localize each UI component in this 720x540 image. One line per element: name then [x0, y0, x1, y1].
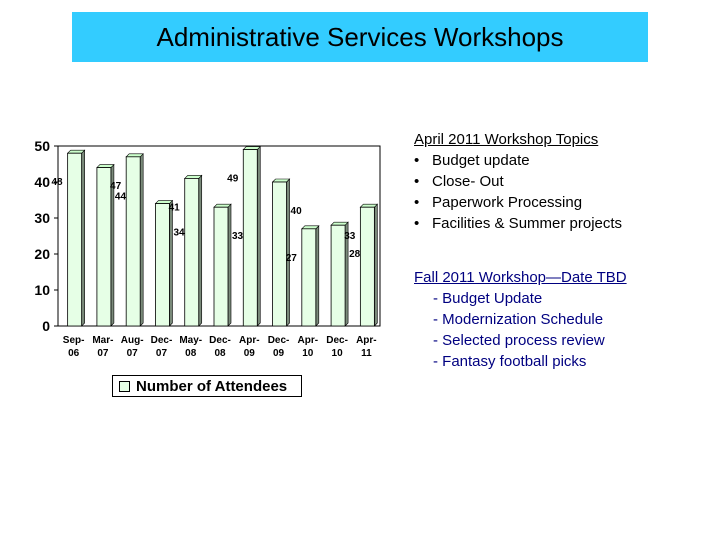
- attendees-bar-chart: [30, 128, 390, 368]
- bar-side: [228, 204, 231, 326]
- bar: [331, 225, 345, 326]
- page-title: Administrative Services Workshops: [156, 21, 564, 52]
- x-tick-label: Dec-: [326, 335, 348, 346]
- y-tick-label: 0: [42, 318, 50, 334]
- bar: [155, 204, 169, 326]
- data-label: 44: [114, 191, 127, 203]
- list-item: [414, 152, 622, 169]
- data-label: 33: [232, 231, 244, 243]
- x-tick-label: Sep-: [62, 335, 85, 346]
- bullet: •: [414, 194, 420, 211]
- data-label: 47: [110, 180, 122, 192]
- bar: [97, 168, 111, 326]
- bar: [214, 207, 228, 326]
- bar-top: [97, 165, 114, 168]
- bar: [273, 182, 287, 326]
- title-banner: [72, 12, 648, 62]
- topic-text: Budget update: [432, 152, 530, 169]
- bar: [243, 150, 257, 326]
- data-label: 27: [285, 252, 297, 264]
- x-tick-label: Aug-: [120, 335, 144, 346]
- x-tick-label: 09: [243, 348, 255, 359]
- bar-top: [126, 154, 143, 157]
- data-label: 41: [168, 202, 180, 214]
- x-tick-label: Dec-: [267, 335, 290, 346]
- topic-text: Close- Out: [432, 173, 504, 190]
- bar-top: [302, 226, 319, 229]
- bar: [126, 157, 140, 326]
- april-topics-list: [414, 152, 622, 232]
- x-tick-label: 10: [331, 348, 343, 359]
- x-tick-label: 10: [302, 348, 314, 359]
- bullet: •: [414, 173, 420, 190]
- bar-top: [360, 204, 377, 207]
- fall-topics-heading: Fall 2011 Workshop—Date TBD: [414, 269, 627, 286]
- april-2011-topics: [414, 131, 622, 236]
- x-tick-label: 08: [214, 348, 226, 359]
- bar-side: [374, 204, 377, 326]
- bar: [185, 178, 199, 326]
- bar-side: [140, 154, 143, 326]
- bar: [68, 153, 82, 326]
- bar-top: [273, 179, 290, 182]
- data-label: 33: [344, 231, 356, 243]
- list-item: [414, 173, 622, 190]
- data-label: 49: [227, 173, 239, 185]
- y-tick-label: 10: [34, 282, 50, 298]
- list-item: [414, 215, 622, 232]
- topic-text: Facilities & Summer projects: [432, 215, 623, 232]
- bullet: •: [414, 152, 420, 169]
- chart-legend: [112, 375, 302, 397]
- data-label: 40: [290, 206, 302, 217]
- bullet: •: [414, 215, 420, 232]
- list-item: - Modernization Schedule: [433, 311, 604, 328]
- list-item: [414, 194, 622, 211]
- bar-top: [185, 175, 202, 178]
- bar: [302, 229, 316, 326]
- x-tick-label: May-: [179, 335, 203, 346]
- x-tick-label: 09: [272, 348, 285, 359]
- y-tick-label: 20: [34, 246, 50, 262]
- x-tick-label: Apr-: [356, 335, 377, 346]
- y-tick-label: 50: [34, 138, 50, 154]
- list-item: - Fantasy football picks: [433, 353, 587, 370]
- bar-side: [257, 147, 260, 326]
- april-topics-heading: April 2011 Workshop Topics: [414, 131, 599, 148]
- x-tick-label: Dec-: [150, 335, 173, 346]
- legend-label: Number of Attendees: [136, 377, 288, 395]
- x-tick-label: Mar-: [92, 335, 114, 346]
- bar-side: [199, 175, 202, 326]
- data-label: 34: [173, 227, 185, 239]
- x-tick-label: 11: [361, 348, 372, 359]
- x-tick-label: 08: [185, 348, 197, 359]
- x-tick-label: 06: [68, 348, 80, 359]
- y-tick-label: 30: [34, 210, 50, 226]
- bar: [360, 207, 374, 326]
- legend-swatch: [119, 381, 130, 392]
- x-tick-label: Apr-: [297, 335, 319, 346]
- x-tick-label: 07: [97, 348, 109, 359]
- bar-side: [169, 201, 172, 326]
- bar-top: [68, 150, 85, 153]
- bar-top: [214, 204, 231, 207]
- fall-topics-list: [414, 290, 627, 370]
- bar-top: [243, 147, 260, 150]
- topic-text: Paperwork Processing: [432, 194, 583, 211]
- x-tick-label: 07: [155, 348, 168, 359]
- x-tick-label: 07: [126, 348, 138, 359]
- x-tick-label: Apr-: [238, 335, 260, 346]
- list-item: - Budget Update: [433, 290, 543, 307]
- data-label: 28: [349, 249, 361, 261]
- y-tick-label: 40: [34, 174, 50, 190]
- bar-side: [316, 226, 319, 326]
- bar-side: [82, 150, 85, 326]
- bar-top: [331, 222, 348, 225]
- list-item: - Selected process review: [433, 332, 605, 349]
- fall-2011-topics: [414, 269, 627, 374]
- data-label: 48: [51, 177, 63, 189]
- x-tick-label: Dec-: [209, 335, 231, 346]
